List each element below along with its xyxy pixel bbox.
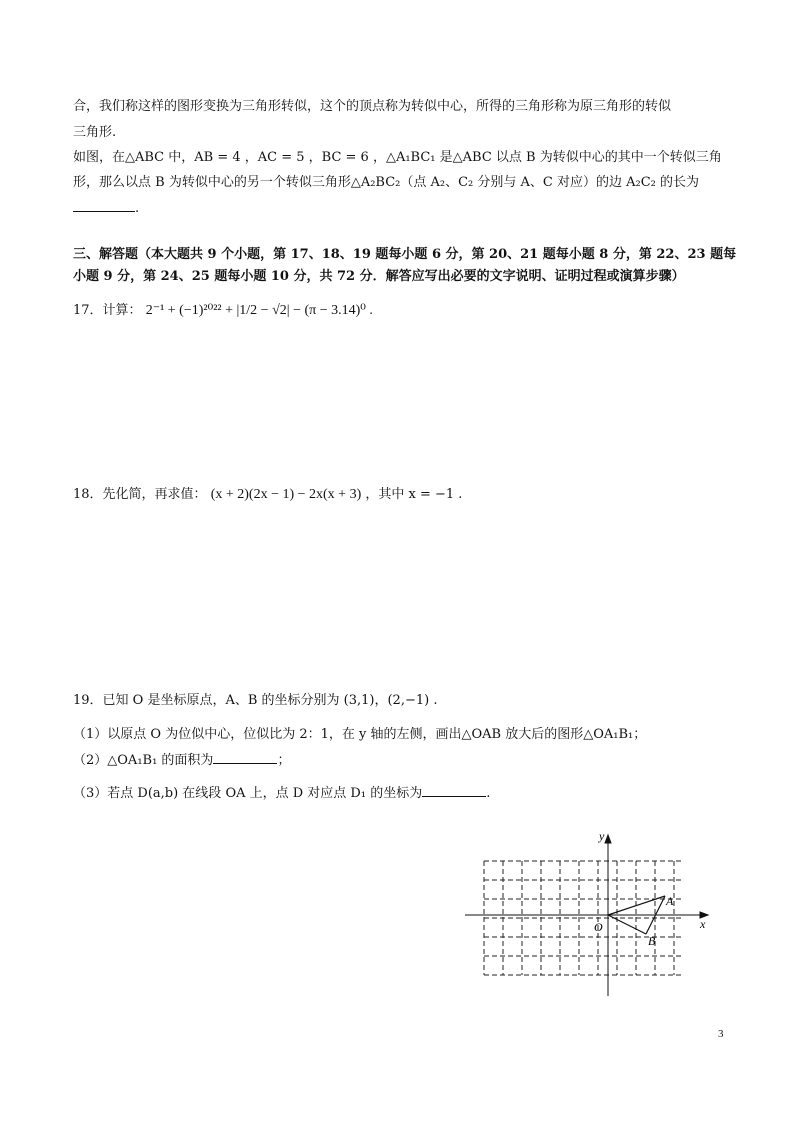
coordinate-grid-figure — [460, 828, 720, 1000]
answer-blank-16[interactable] — [73, 199, 135, 212]
origin-label: O — [594, 920, 603, 934]
intro-line-3: 如图，在△ABC 中，AB = 4 ，AC = 5 ，BC = 6 ，△A₁BC₁ 是△ABC 以点 B 为转似中心的其中一个转似三角 — [73, 150, 722, 165]
answer-blank-19-3[interactable] — [422, 784, 486, 797]
q19-part-3 — [73, 784, 490, 803]
section3-heading-line-2: 小题 9 分，第 24、25 题每小题 10 分，共 72 分．解答应写出必要的文字说明、证明过程或演算步骤） — [73, 269, 685, 284]
question-17 — [73, 302, 373, 320]
q19-part-2 — [73, 751, 290, 770]
intro-line-4: 形，那么以点 B 为转似中心的另一个转似三角形△A₂BC₂（点 A₂、C₂ 分别与 A、C 对应）的边 A₂C₂ 的长为 — [73, 175, 700, 190]
section3-heading-line-1: 三、解答题（本大题共 9 个小题，第 17、18、19 题每小题 6 分，第 20、21 题每小题 8 分，第 22、23 题每 — [73, 247, 737, 262]
axes — [465, 835, 708, 996]
point-b-label: B — [648, 934, 656, 948]
q18-condition: ，其中 x = −1 . — [365, 487, 463, 502]
question-19-stem: 19．已知 O 是坐标原点，A、B 的坐标分别为 (3,1)，(2,−1) . — [73, 693, 438, 708]
y-axis-label: y — [599, 829, 605, 843]
intro-line-5-end: . — [135, 201, 140, 216]
intro-line-5 — [73, 199, 139, 218]
q17-label: 17．计算： — [73, 303, 142, 318]
intro-line-1: 合，我们称这样的图形变换为三角形转似，这个的顶点称为转似中心，所得的三角形称为原三角形的转似 — [73, 99, 672, 114]
q18-label: 18．先化简，再求值： — [73, 487, 207, 502]
q19-part-2-text: （2）△OA₁B₁ 的面积为 — [73, 753, 214, 768]
q19-part-2-end: ； — [277, 753, 291, 768]
page-number: 3 — [718, 1028, 724, 1040]
answer-blank-19-2[interactable] — [213, 751, 277, 764]
point-a-label: A — [666, 894, 674, 908]
q18-formula: (x + 2)(2x − 1) − 2x(x + 3) — [210, 487, 362, 502]
q17-formula: 2⁻¹ + (−1)²⁰²² + |1/2 − √2| − (π − 3.14)⁰ . — [145, 303, 373, 318]
q19-part-3-end: . — [486, 786, 491, 801]
q19-part-1: （1）以原点 O 为位似中心，位似比为 2：1，在 y 轴的左侧，画出△OAB 放大后的图形△OA₁B₁； — [73, 727, 647, 742]
intro-line-2: 三角形. — [73, 125, 117, 140]
x-axis-label: x — [700, 917, 706, 931]
y-axis-arrow — [605, 835, 611, 843]
question-18 — [73, 486, 462, 504]
q19-part-3-text: （3）若点 D(a,b) 在线段 OA 上，点 D 对应点 D₁ 的坐标为 — [73, 786, 423, 801]
